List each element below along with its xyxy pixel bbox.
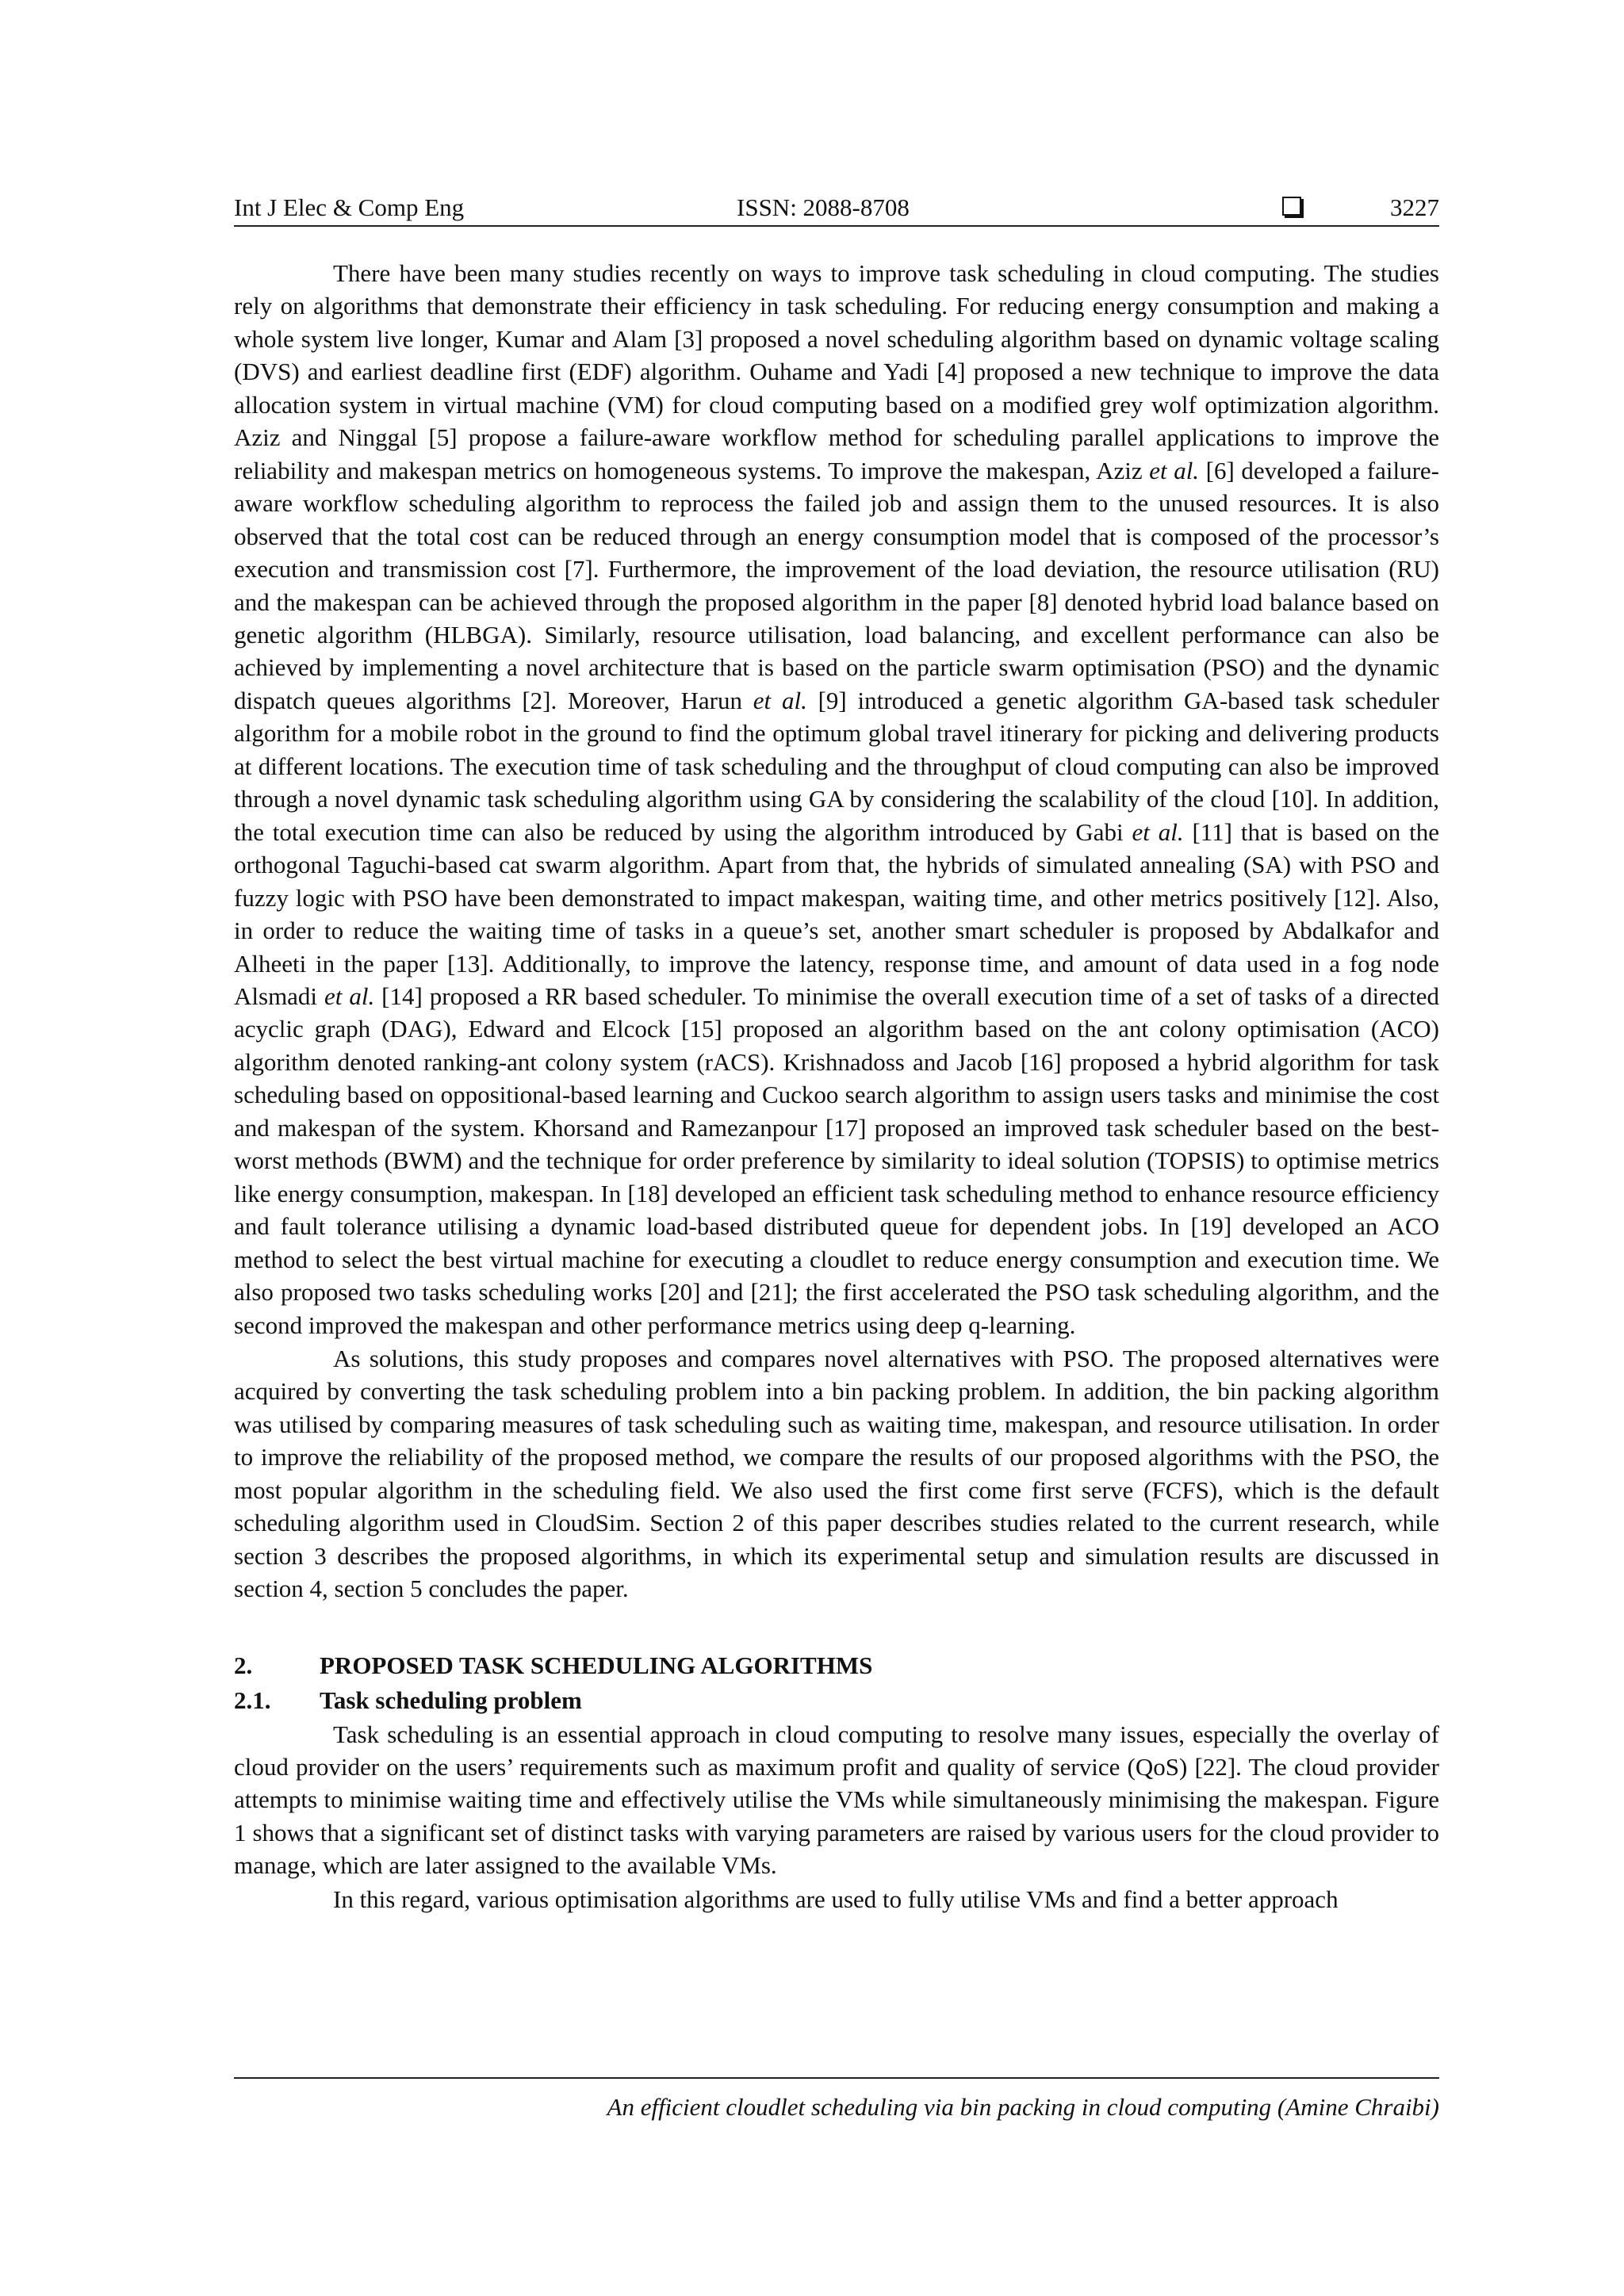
paragraph-text: [14] proposed a RR based scheduler. To minimise the overall execution time of a set of tasks of a directed acyclic graph (DAG), Edward and Elcock [15] proposed an algorithm based on the ant colony optimisation (ACO) algorithm denoted ranking-ant colony system (rACS). Krishnadoss and Jacob [16] proposed a hybrid algorithm for task scheduling based on oppositional-based learning and Cuckoo search algorithm to assign users tasks and minimise the cost and makespan of the system. Khorsand and Ramezanpour [17] proposed an improved task scheduler based on the best-worst methods (BWM) and the technique for order preference by similarity to ideal solution (TOPSIS) to optimise metrics like energy consumption, makespan. In [18] developed an efficient task scheduling method to enhance resource efficiency and fault tolerance utilising a dynamic load-based distributed queue for dependent jobs. In [19] developed an ACO method to select the best virtual machine for executing a cloudlet to reduce energy consumption and execution time. We also proposed two tasks scheduling works [20] and [21]; the first accelerated the PSO task scheduling algorithm, and the second improved the makespan and other performance metrics using deep q-learning.	[234, 982, 1439, 1339]
section-number: 2.	[234, 1651, 253, 1679]
section-heading	[234, 1648, 1439, 1683]
paper-page	[234, 0, 1439, 2296]
italic-et-al: et al.	[1132, 817, 1184, 846]
intro-paragraph-1	[234, 257, 1439, 1341]
subsection-number: 2.1.	[234, 1686, 271, 1714]
italic-et-al: et al.	[324, 982, 375, 1010]
page-number: 3227	[1390, 193, 1439, 221]
paragraph-text: [11] that is based on the orthogonal Taguchi-based cat swarm algorithm. Apart from that, the hybrids of simulated annealing (SA) with PSO and fuzzy logic with PSO have been demonstrated to impact makespan, waiting time, and other metrics positively [12]. Also, in order to reduce the waiting time of tasks in a queue’s set, another smart scheduler is proposed by Abdalkafor and Alheeti in the paper [13]. Additionally, to improve the latency, response time, and amount of data used in a fog node Alsmadi	[234, 817, 1439, 1010]
square-box-icon	[1282, 197, 1301, 216]
journal-name: Int J Elec & Comp Eng	[234, 193, 465, 221]
italic-et-al: et al.	[753, 686, 807, 714]
paragraph-text: There have been many studies recently on ways to improve task scheduling in cloud computing. The studies rely on algorithms that demonstrate their efficiency in task scheduling. For reducing energy consumption and making a whole system live longer, Kumar and Alam [3] proposed a novel scheduling algorithm based on dynamic voltage scaling (DVS) and earliest deadline first (EDF) algorithm. Ouhame and Yadi [4] proposed a new technique to improve the data allocation system in virtual machine (VM) for cloud computing based on a modified grey wolf optimization algorithm. Aziz and Ninggal [5] propose a failure-aware workflow method for scheduling parallel applications to improve the reliability and makespan metrics on homogeneous systems. To improve the makespan, Aziz	[234, 259, 1439, 484]
article-body	[234, 257, 1439, 1915]
running-header	[234, 190, 1439, 227]
subsection-heading	[234, 1683, 1439, 1718]
subsection-title: Task scheduling problem	[320, 1686, 582, 1714]
italic-et-al: et al.	[1149, 456, 1200, 484]
paragraph-text: [6] developed a failure-aware workflow scheduling algorithm to reprocess the failed job and assign them to the unused resources. It is also observed that the total cost can be reduced through an energy consumption model that is composed of the processor’s execution and transmission cost [7]. Furthermore, the improvement of the load deviation, the resource utilisation (RU) and the makespan can be achieved through the proposed algorithm in the paper [8] denoted hybrid load balance based on genetic algorithm (HLBGA). Similarly, resource utilisation, load balancing, and excellent performance can also be achieved by implementing a novel architecture that is based on the particle swarm optimisation (PSO) and the dynamic dispatch queues algorithms [2]. Moreover, Harun	[234, 456, 1439, 714]
paragraph-text: [9] introduced a genetic algorithm GA-based task scheduler algorithm for a mobile robot in the ground to find the optimum global travel itinerary for picking and delivering products at different locations. The execution time of task scheduling and the throughput of cloud computing can also be improved through a novel dynamic task scheduling algorithm using GA by considering the scalability of the cloud [10]. In addition, the total execution time can also be reduced by using the algorithm introduced by Gabi	[234, 686, 1439, 846]
running-footer	[234, 2077, 1439, 2125]
intro-paragraph-2: As solutions, this study proposes and compares novel alternatives with PSO. The proposed alternatives were acquired by converting the task scheduling problem into a bin packing problem. In addition, the bin packing algorithm was utilised by comparing measures of task scheduling such as waiting time, makespan, and resource utilisation. In order to improve the reliability of the proposed method, we compare the results of our proposed algorithms with the PSO, the most popular algorithm in the scheduling field. We also used the first come first serve (FCFS), which is the default scheduling algorithm used in CloudSim. Section 2 of this paper describes studies related to the current research, while section 3 describes the proposed algorithms, in which its experimental setup and simulation results are discussed in section 4, section 5 concludes the paper.	[234, 1344, 1439, 1603]
issn-number: ISSN: 2088-8708	[737, 193, 910, 221]
footer-title: An efficient cloudlet scheduling via bin packing in cloud computing (Amine Chraibi)	[607, 2093, 1439, 2121]
section-paragraph-1: Task scheduling is an essential approach in cloud computing to resolve many issues, especially the overlay of cloud provider on the users’ requirements such as maximum profit and quality of service (QoS) [22]. The cloud provider attempts to minimise waiting time and effectively utilise the VMs while simultaneously minimising the makespan. Figure 1 shows that a significant set of distinct tasks with varying parameters are raised by various users for the cloud provider to manage, which are later assigned to the available VMs.	[234, 1720, 1439, 1880]
section-paragraph-2: In this regard, various optimisation algorithms are used to fully utilise VMs and find a better approach	[333, 1885, 1339, 1913]
section-title: PROPOSED TASK SCHEDULING ALGORITHMS	[320, 1651, 873, 1679]
